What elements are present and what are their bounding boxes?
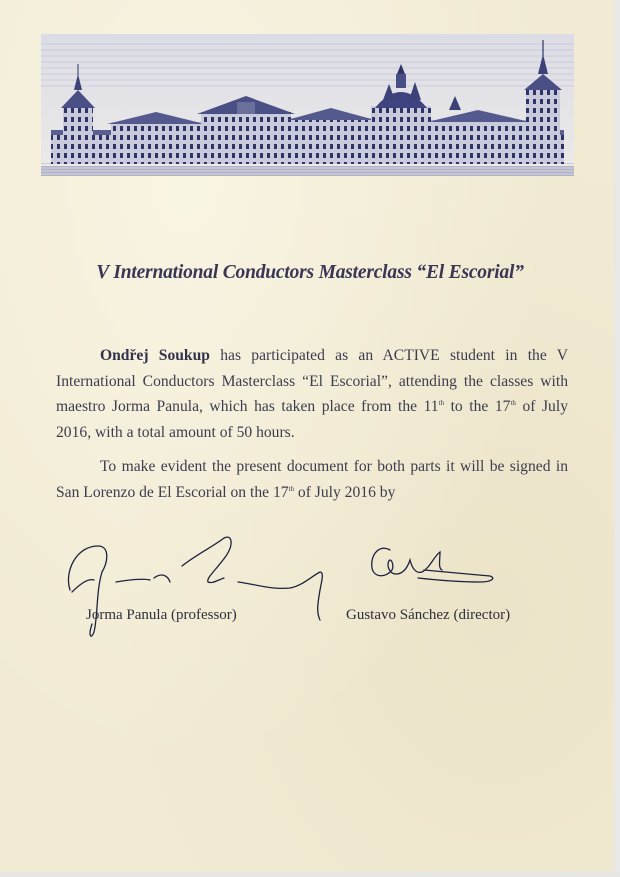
paragraph1-text-c: of July 2016, with a total amount of 50 hours. [56,398,568,441]
paragraph2-text-a: To make evident the present document for both parts it will be signed in San Lorenzo de El Escorial on the 17 [56,458,568,501]
ordinal-suffix: th [438,399,445,407]
professor-name: Jorma Panula (professor) [86,607,237,623]
student-name: Ondřej Soukup [100,347,210,364]
professor-signature [58,532,343,642]
certificate-body [56,343,568,505]
signing-paragraph [56,454,568,505]
paragraph1-text-a: has participated as an ACTIVE student in the V International Conductors Masterclass “El Escorial”, attending the classes with maestro Jorma Panula, which has taken place from the 11 [56,347,568,415]
scan-edge-right [614,0,620,877]
monastery-engraving [41,34,574,176]
ordinal-suffix: th [288,484,294,493]
paragraph1-text-b: to the 17 [444,398,511,415]
certificate-title: V International Conductors Masterclass “El Escorial” [96,262,524,283]
participation-paragraph [56,343,568,445]
director-signature [362,538,502,598]
professor-signature-svg [58,532,343,642]
ordinal-suffix: th [510,399,516,407]
paragraph2-text-b: of July 2016 by [294,483,396,501]
director-signature-svg [362,538,502,598]
director-name: Gustavo Sánchez (director) [346,607,511,623]
monastery-engraving-svg [41,34,574,176]
scan-edge-bottom [0,872,620,877]
